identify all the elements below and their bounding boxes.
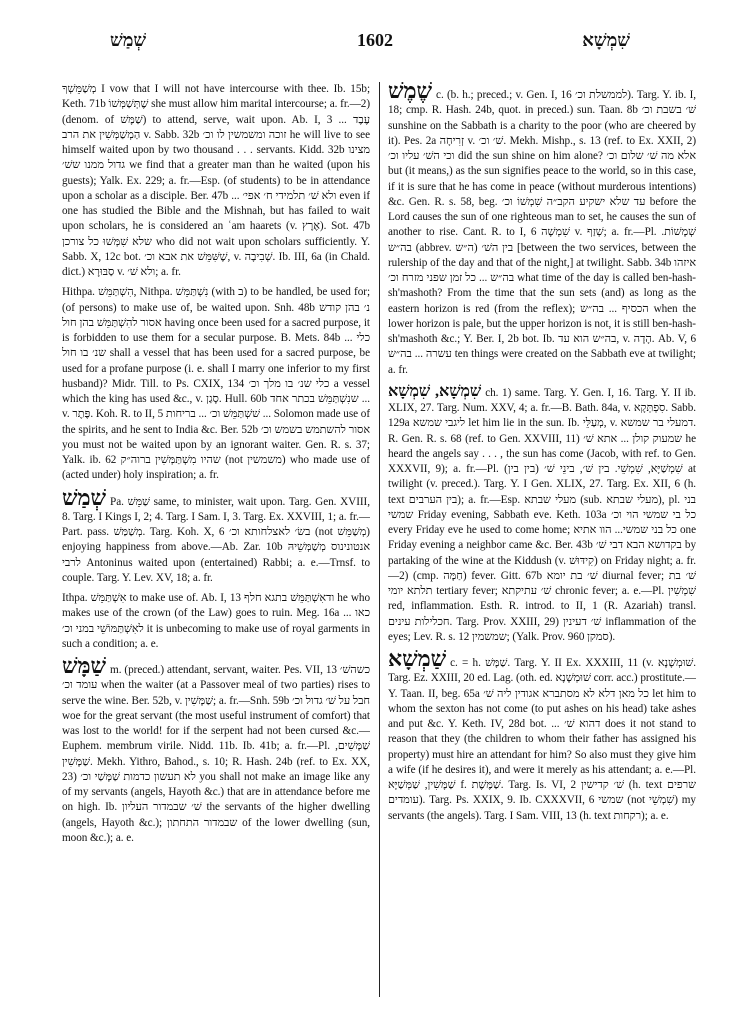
entry-headword: שַׁמְשָׁא	[388, 646, 447, 671]
page-header	[50, 30, 700, 70]
dictionary-entry	[62, 484, 370, 587]
dictionary-entry	[62, 591, 370, 652]
dictionary-columns	[62, 82, 696, 997]
entry-text: c. = h. שַׁמָּשׁ. Targ. Y. II Ex. XXXIII, 11 (v. שׁוּמְשָׁנָא. Targ. Ez. XXIII, 20 ed. Lag. (oth. ed. שׁוּמְשָׁנָא corr. acc.) prostitute.—Y. Taan. II, beg. 65a כל מאן דלא לא מסתברא אגודין ליה שׁ׳ let him to whom the sexton has not come (to put ashes on his head) take ashes and put &c. Y. Keth. IV, 28d bot. ... דהוא שׁ׳ does it not stand to reason that they (the children to whom their father has assigned his property) must hire an attendant for him? So also must they give him a wife (if he desires it), and were it merely as his attendant; a. e.—Pl. שַׁמָּשִׁין, שַׁמְּשַׁיָּא f. שַׁמֶּשֶׁת. Targ. Is. VI, 2 שׁ׳ קדישין (h. text שרפים עומדים). Targ. Ps. XXIX, 9. Ib. CXXXVII, 6 שמשי (not שִׁמְשֵׁי) my servants (the angels). Targ. I Sam. VIII, 13 (h. text רקחות); a. e.	[388, 657, 696, 822]
right-guide-word: שִׁמְשָׁא	[582, 30, 630, 50]
dictionary-entry	[388, 646, 696, 824]
entry-text: c. (b. h.; preced.; v. Gen. I, 16 לממשלת וכ׳). Targ. Y. ib. I, 18; cmp. R. Hash. 24b, quot. in preced.) sun. Taan. 8b שׁ׳ בשבת וכ׳ sunshine on the Sabbath is a charity to the poor (who are cheered by it). Pes. 2a זְרִיחָה v. שׁ׳ וכ׳. Mekh. Mishp., s. 13 (ref. to Ex. XXII, 2) וכי השׁ׳ עליו וכ׳ did the sun shine on him alone? אלא מה שׁ׳ שלום וכ׳ but (it means,) as the sun signifies peace to the world, so in this case, if it is sure that he has come in peace (without murderous intentions) &c. Gen. R. s. 58, beg. עד שלא ישקיע הקב״ה שִׁמְשׁוֹ וכ׳ before the Lord causes the sun of one righteous man to set, he causes the sun of another to rise. Cant. R. to I, 6 שִׁמְשָׁה v. שְׁזַף; a. fr.—Pl. שְׁמָשׁוֹת. בה״ש (abbrev. ה״ש) בין השׁ׳ [between the two services, between the rulership of the day and that of the night,] at twilight. Sabb. 34b איזהו בה״ש ... כל זמן שפני מזרח וכ׳ what time of the day is called ben-hash-sh'mashoth? From the time that the sun sets (and) as long as the eastern horizon is red (from the reflex); הכסיף ... בה״ש when the lower horizon is pale, but the upper horizon is not, it is still ben-hash-sh'mashoth &c.; Y. Ber. I, 2b bot. Ib. בה״ש הוא עד, v. הָדָה. Ab. V, 6 עשרה ... בה״ש ten things were created on the Sabbath eve at twilight; a. fr.	[388, 89, 696, 376]
entry-text: Pa. שַׁמֵּשׁ same, to minister, wait upon. Targ. Gen. XVIII, 8. Targ. I Kings I, 2; 4. Targ. I Sam. I, 3. Targ. Ex. XXVIII, 1; a. fr.—Part. pass. מְשַׁמַּשׁ. Targ. Koh. X, 6 בשׂ׳ לאצלחותא וכ׳ (not מְשַׁמֵּשׁ) enjoying happiness from above.—Ab. Zar. 10b אנטונינוס מְשַׁמְּשֵׁיהּ לרבי Antoninus waited upon (entertained) Rabbi; a. e.—Trnsf. to couple. Targ. Y. Lev. XV, 18; a. fr.	[62, 495, 370, 584]
dictionary-entry	[62, 653, 370, 846]
entry-text: ch. 1) same. Targ. Y. Gen. I, 16. Targ. Y. II ib. XLIX, 27. Targ. Num. XXV, 4; a. fr.—B. Bath. 84a, v. סִפְתְּקָא. Sabb. 129a ליגבי שמשא let him lie in the sun. Ib. מְעַלֵּי, v. דמעלי בר שמשא. R. Gen. R. s. 68 (ref. to Gen. XXVIII, 11) שמעוק קולן ... אתא שׁ׳ he heard the angels say . . . , the sun has come (Jacob, with ref. to Gen. XXXVII, 9); a. fr.—Pl. שִׁמְשַׁיָּא, שִׁמְשֵׁי. בין שׁ׳, בינֵי שׁ׳ (בין בין) at twilight (v. preced.). Targ. Y. I Gen. XLIX, 27. Targ. Ex. XII, 6 (h. text בין הערבים); a. fr.—Esp. מעלי שבתא (sub. מעלי שבתא), pl. בני שמשי Friday evening, Sabbath eve. Keth. 103a כל בי שמשי הוי וכ׳ every Friday eve he used to come home; כל בני שמשי... הוו אתיא one Friday evening a neighbor came &c. Ber. 43b בקדושא הבא דבי שׁ׳ by partaking of the wine at the Kiddush (v. קִידּוּשׁ) on Friday night; a. fr.—2) (cmp. חַמָּה) fever. Gitt. 67b שׁ׳ בת יומא diurnal fever; שׁ׳ בת תלתא יומי tertiary fever; שׁ׳ עתיקתא chronic fever; a. e.—Pl. שִׁמְשִׁין red, inflammation. Esth. R. introd. to II, 1 (R. Azariah) transl. חכלילות עינים. Targ. Prov. XXIII, 29) שׁ׳ דעינין inflammation of the eyes; Lev. R. s. 12 שמשמין; (Yalk. Prov. 960 סמקן).	[388, 386, 696, 643]
entry-headword: שִׁמְשָׁא, שִׁמְשָׁא	[388, 382, 482, 400]
dictionary-entry	[62, 82, 370, 280]
dictionary-entry	[62, 285, 370, 483]
dictionary-entry	[388, 82, 696, 378]
left-column	[62, 82, 370, 997]
column-divider	[379, 82, 380, 997]
right-column	[388, 82, 696, 997]
dictionary-entry	[388, 383, 696, 645]
entry-headword: שְׁמַשׁ	[62, 484, 107, 510]
entry-headword: שֶׁמֶשׁ	[388, 82, 433, 103]
entry-text: Hithpa. הִשְׁתַּמֵּשׁ, Nithpa. נִשְׁתַּמֵּשׁ (with ב) to be handled, be used for; (of persons) to make use of, be waited upon. Snh. 48b נ׳ בהן קודש אסור להִשְׁתַּמֵּשׁ בהן חול having once been used for a sacred purpose, it is forbidden to use them for a secular purpose. B. Mets. 84b ... כלי שנ׳ בו חול shall a vessel that has been used for a sacred purpose, be used for a profane purpose (i. e. shall I marry one inferior to my first husband)? Midr. Till. to Ps. CXIX, 134 כלי שנ׳ בו מלך וכ׳ a vessel which the king has used &c., v. סָגַן. Hull. 60b שנִשְׁתַּמֵּשׁ בכתר אחד ... v. פֶּתֶר. Koh. R. to II, 5 שׁשְׁתַּמֵּשׁ וכ׳ ... בריחות ... Solomon made use of the spirits, and he sent to India &c. Ber. 52b אסור להשתמש בשמש וכ׳ you must not be waited upon by an ignorant waiter. Gen. R. s. 37; Yalk. ib. 62 שהיו מִשְׁתַּמְּשִׁין ברוה״ק (not משמשין) who made use of (acted under) holy inspiration; a. fr.	[62, 286, 370, 482]
entry-text: Ithpa. אִשְׁתַּמֵּשׁ to make use of. Ab. I, 13 ודאִשְׁתַּמֵּשׁ בתגא חלף he who makes use of the crown (of the Law) goes to ruin. Meg. 16a כאו ... לאִשְׁתַּמּוֹשֵׁי במני וכ׳ it is unbecoming to make use of royal garments in such a condition; a. e.	[62, 592, 370, 650]
left-guide-word: שְׁמַשׁ	[110, 30, 147, 50]
entry-text: מְשַׁמֵּשְׁךָ I vow that I will not have intercourse with thee. Ib. 15b; Keth. 71b שֶׁתְּשַׁמְּשׁוֹ she must allow him marital intercourse; a. fr.—2) (denom. of שַׁמָּשׁ) to attend, serve, wait upon. Ab. I, 3 עֶבֶד ... הַמְשַׁמְּשִׁין את הרב v. Sabb. 32b זוכה ומשמשין לו וכ׳ he will live to see himself waited upon by two thousand . . . servants. Kidd. 32b מצינו גדול ממנו ששׁ׳ we find that a greater man than he waited (upon his guests); Yalk. Ex. 229; a. fr.—Esp. (of students) to be in attendance upon a scholar as a disciple. Ber. 47b ... ולא שׁ׳ תלמידי ח׳ אפי׳ even if one has studied the Bible and the Mishnah, but has failed to wait upon scholars, he is considered an ʿam haarets (v. אֶרֶץ). Sot. 47b שלא שִׁמְּשׁוּ כל צורכן who did not wait upon scholars sufficiently. Y. Sabb. X, 12c bot. שֶׁשִּׁמֵּשׁ את אבא וכ׳, v. שְׁבִיבָה. Ib. III, 6a (in Chald. dict.) סַבּוּרָא v. ולא שׁ׳; a. fr.	[62, 83, 370, 278]
entry-headword: שַׁמָּשׁ	[62, 653, 107, 678]
entry-text: m. (preced.) attendant, servant, waiter. Pes. VII, 13 כשהשׁ׳ עומד וכ׳ when the waiter (at a Passover meal of two parties) rises to serve the wine. Ber. 52b, v. שַׁמָּשִׁין; a. fr.—Snh. 59b חבל על שׁ׳ גדול וכ׳ woe for the great servant (the most useful instrument of comfort) that was lost to the world! for if the serpent had not been cursed &c.—Euphem. membrum virile. Nidd. 11b. Ib. 41b; a. fr.—Pl. שַׁמָּשִׁים, שַׁמָּשִׁין. Mekh. Yithro, Bahod., s. 10; R. Hash. 24b (ref. to Ex. XX, 23) לא תעשון כדמות שַׁמָּשַׁי וכ׳ you shall not make an image like any of my servants (angels, Hayoth &c.) that are in attendance before me on high. Ib. שׁ׳ שבמדור העליון the servants of the higher dwelling (angels, Hayoth &c.); שבמדור התחתון of the lower dwelling (sun, moon &c.); a. e.	[62, 664, 370, 844]
page-number: 1602	[357, 30, 393, 50]
